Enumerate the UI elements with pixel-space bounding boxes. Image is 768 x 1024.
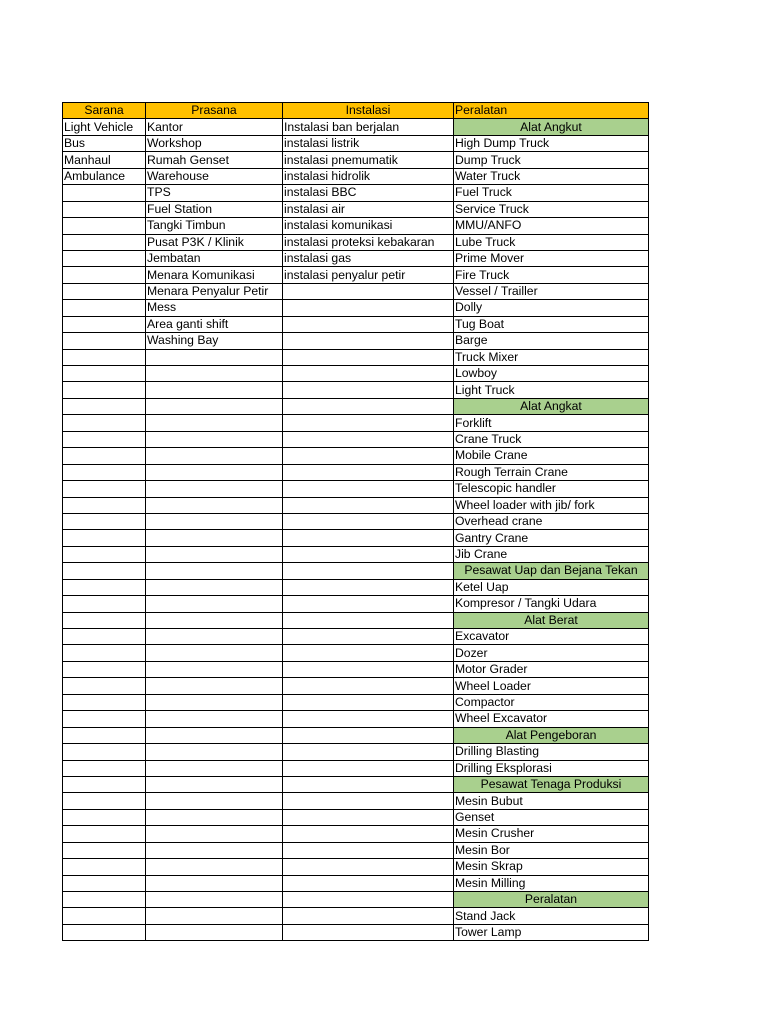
prasana-cell: Fuel Station	[146, 201, 283, 217]
sarana-cell: Manhaul	[63, 152, 146, 168]
prasana-cell	[146, 760, 283, 776]
peralatan-cell: Dozer	[454, 645, 649, 661]
prasana-cell	[146, 563, 283, 579]
prasana-cell	[146, 448, 283, 464]
instalasi-cell	[283, 908, 454, 924]
prasana-cell	[146, 842, 283, 858]
prasana-cell	[146, 661, 283, 677]
prasana-cell	[146, 629, 283, 645]
header-instalasi: Instalasi	[283, 103, 454, 119]
prasana-cell	[146, 366, 283, 382]
prasana-cell	[146, 431, 283, 447]
header-peralatan: Peralatan	[454, 103, 649, 119]
prasana-cell	[146, 826, 283, 842]
prasana-cell	[146, 513, 283, 529]
instalasi-cell	[283, 300, 454, 316]
prasana-cell	[146, 678, 283, 694]
table-row	[63, 382, 649, 398]
table-row	[63, 793, 649, 809]
table-row	[63, 875, 649, 891]
instalasi-cell: instalasi gas	[283, 250, 454, 266]
table-row	[63, 661, 649, 677]
sarana-cell	[63, 924, 146, 940]
peralatan-cell: Ketel Uap	[454, 579, 649, 595]
peralatan-cell: Stand Jack	[454, 908, 649, 924]
peralatan-cell: Compactor	[454, 694, 649, 710]
table-row	[63, 563, 649, 579]
table-row	[63, 201, 649, 217]
peralatan-cell: Prime Mover	[454, 250, 649, 266]
sarana-cell	[63, 776, 146, 792]
table-row	[63, 744, 649, 760]
table-row	[63, 316, 649, 332]
sarana-cell	[63, 464, 146, 480]
instalasi-cell	[283, 596, 454, 612]
table-row	[63, 694, 649, 710]
instalasi-cell	[283, 579, 454, 595]
sarana-cell	[63, 349, 146, 365]
sarana-cell	[63, 267, 146, 283]
instalasi-cell: Instalasi ban berjalan	[283, 119, 454, 135]
table-row	[63, 612, 649, 628]
instalasi-cell	[283, 366, 454, 382]
prasana-cell	[146, 875, 283, 891]
table-row	[63, 448, 649, 464]
table-row	[63, 760, 649, 776]
sarana-cell	[63, 546, 146, 562]
table-row	[63, 809, 649, 825]
peralatan-cell: Crane Truck	[454, 431, 649, 447]
prasana-cell	[146, 908, 283, 924]
prasana-cell	[146, 579, 283, 595]
sarana-cell	[63, 645, 146, 661]
table-body	[63, 119, 649, 941]
sarana-cell: Light Vehicle	[63, 119, 146, 135]
instalasi-cell	[283, 875, 454, 891]
peralatan-cell: Fire Truck	[454, 267, 649, 283]
sarana-cell	[63, 185, 146, 201]
sarana-cell	[63, 809, 146, 825]
instalasi-cell	[283, 546, 454, 562]
prasana-cell	[146, 596, 283, 612]
peralatan-cell: Mesin Skrap	[454, 859, 649, 875]
sarana-cell	[63, 201, 146, 217]
peralatan-cell: MMU/ANFO	[454, 218, 649, 234]
header-sarana: Sarana	[63, 103, 146, 119]
prasana-cell: Kantor	[146, 119, 283, 135]
sarana-cell	[63, 234, 146, 250]
sarana-cell	[63, 694, 146, 710]
table-row	[63, 645, 649, 661]
instalasi-cell	[283, 711, 454, 727]
prasana-cell	[146, 398, 283, 414]
table-row	[63, 415, 649, 431]
prasana-cell	[146, 382, 283, 398]
instalasi-cell	[283, 481, 454, 497]
peralatan-cell: Wheel loader with jib/ fork	[454, 497, 649, 513]
peralatan-cell: Gantry Crane	[454, 530, 649, 546]
peralatan-cell: Fuel Truck	[454, 185, 649, 201]
sarana-cell	[63, 497, 146, 513]
sarana-cell	[63, 875, 146, 891]
table-row	[63, 283, 649, 299]
table-row	[63, 431, 649, 447]
prasana-cell: Menara Komunikasi	[146, 267, 283, 283]
prasana-cell	[146, 859, 283, 875]
prasana-cell	[146, 727, 283, 743]
instalasi-cell	[283, 892, 454, 908]
sarana-cell	[63, 448, 146, 464]
table-row	[63, 333, 649, 349]
peralatan-cell: Light Truck	[454, 382, 649, 398]
instalasi-cell	[283, 793, 454, 809]
peralatan-cell: Lowboy	[454, 366, 649, 382]
instalasi-cell	[283, 727, 454, 743]
instalasi-cell: instalasi air	[283, 201, 454, 217]
table-row	[63, 234, 649, 250]
sarana-cell	[63, 629, 146, 645]
sarana-cell	[63, 859, 146, 875]
prasana-cell: Jembatan	[146, 250, 283, 266]
header-prasana: Prasana	[146, 103, 283, 119]
prasana-cell	[146, 546, 283, 562]
table-row	[63, 267, 649, 283]
sarana-cell	[63, 366, 146, 382]
instalasi-cell	[283, 513, 454, 529]
instalasi-cell	[283, 924, 454, 940]
table-row	[63, 892, 649, 908]
instalasi-cell	[283, 464, 454, 480]
peralatan-cell: Mobile Crane	[454, 448, 649, 464]
table-row	[63, 366, 649, 382]
table-row	[63, 776, 649, 792]
table-row	[63, 152, 649, 168]
sarana-cell	[63, 793, 146, 809]
peralatan-cell: Rough Terrain Crane	[454, 464, 649, 480]
table-row	[63, 185, 649, 201]
peralatan-category-cell: Alat Pengeboran	[454, 727, 649, 743]
peralatan-cell: Dolly	[454, 300, 649, 316]
table-row	[63, 924, 649, 940]
prasana-cell	[146, 481, 283, 497]
prasana-cell	[146, 892, 283, 908]
table-row	[63, 300, 649, 316]
instalasi-cell	[283, 563, 454, 579]
table-row	[63, 908, 649, 924]
peralatan-cell: Motor Grader	[454, 661, 649, 677]
peralatan-category-cell: Alat Angkat	[454, 398, 649, 414]
sarana-cell	[63, 415, 146, 431]
table-row	[63, 497, 649, 513]
table-row	[63, 711, 649, 727]
instalasi-cell	[283, 744, 454, 760]
peralatan-cell: Telescopic handler	[454, 481, 649, 497]
table-row	[63, 481, 649, 497]
sarana-cell	[63, 333, 146, 349]
prasana-cell	[146, 464, 283, 480]
prasana-cell: Area ganti shift	[146, 316, 283, 332]
prasana-cell	[146, 744, 283, 760]
sarana-cell	[63, 826, 146, 842]
sarana-cell	[63, 283, 146, 299]
instalasi-cell	[283, 645, 454, 661]
sarana-cell	[63, 300, 146, 316]
instalasi-cell	[283, 859, 454, 875]
table-row	[63, 826, 649, 842]
sarana-cell	[63, 530, 146, 546]
prasana-cell	[146, 645, 283, 661]
peralatan-cell: Forklift	[454, 415, 649, 431]
prasana-cell	[146, 694, 283, 710]
prasana-cell	[146, 530, 283, 546]
table-row	[63, 859, 649, 875]
prasana-cell: TPS	[146, 185, 283, 201]
prasana-cell	[146, 793, 283, 809]
peralatan-category-cell: Alat Angkut	[454, 119, 649, 135]
table-row	[63, 727, 649, 743]
instalasi-cell	[283, 842, 454, 858]
table-row	[63, 135, 649, 151]
table-row	[63, 530, 649, 546]
peralatan-cell: Mesin Bubut	[454, 793, 649, 809]
peralatan-cell: Barge	[454, 333, 649, 349]
instalasi-cell	[283, 497, 454, 513]
prasana-cell: Pusat P3K / Klinik	[146, 234, 283, 250]
sarana-cell	[63, 612, 146, 628]
peralatan-category-cell: Pesawat Tenaga Produksi	[454, 776, 649, 792]
prasana-cell: Rumah Genset	[146, 152, 283, 168]
instalasi-cell: instalasi proteksi kebakaran	[283, 234, 454, 250]
sarana-cell	[63, 842, 146, 858]
peralatan-cell: Vessel / Trailler	[454, 283, 649, 299]
sarana-cell	[63, 661, 146, 677]
sarana-cell	[63, 481, 146, 497]
instalasi-cell	[283, 382, 454, 398]
peralatan-cell: Overhead crane	[454, 513, 649, 529]
sarana-cell	[63, 727, 146, 743]
table-row	[63, 218, 649, 234]
peralatan-cell: Mesin Bor	[454, 842, 649, 858]
instalasi-cell	[283, 333, 454, 349]
prasana-cell: Workshop	[146, 135, 283, 151]
instalasi-cell	[283, 448, 454, 464]
instalasi-cell: instalasi BBC	[283, 185, 454, 201]
peralatan-cell: High Dump Truck	[454, 135, 649, 151]
instalasi-cell	[283, 283, 454, 299]
peralatan-cell: Jib Crane	[454, 546, 649, 562]
sarana-cell	[63, 892, 146, 908]
instalasi-cell: instalasi hidrolik	[283, 168, 454, 184]
table-row	[63, 546, 649, 562]
sarana-cell	[63, 563, 146, 579]
instalasi-cell	[283, 530, 454, 546]
header-row	[63, 103, 649, 119]
instalasi-cell: instalasi listrik	[283, 135, 454, 151]
peralatan-cell: Drilling Eksplorasi	[454, 760, 649, 776]
prasana-cell	[146, 809, 283, 825]
table-row	[63, 464, 649, 480]
instalasi-cell	[283, 760, 454, 776]
sarana-cell	[63, 678, 146, 694]
sarana-cell: Bus	[63, 135, 146, 151]
table-row	[63, 119, 649, 135]
table-row	[63, 398, 649, 414]
sarana-cell: Ambulance	[63, 168, 146, 184]
prasana-cell: Menara Penyalur Petir	[146, 283, 283, 299]
prasana-cell: Mess	[146, 300, 283, 316]
equipment-table	[62, 102, 649, 941]
peralatan-cell: Kompresor / Tangki Udara	[454, 596, 649, 612]
peralatan-cell: Service Truck	[454, 201, 649, 217]
instalasi-cell	[283, 694, 454, 710]
prasana-cell: Warehouse	[146, 168, 283, 184]
sarana-cell	[63, 908, 146, 924]
instalasi-cell	[283, 678, 454, 694]
peralatan-cell: Mesin Crusher	[454, 826, 649, 842]
table-row	[63, 513, 649, 529]
sarana-cell	[63, 711, 146, 727]
table-row	[63, 678, 649, 694]
instalasi-cell	[283, 629, 454, 645]
table-row	[63, 596, 649, 612]
table-row	[63, 349, 649, 365]
table-row	[63, 168, 649, 184]
peralatan-cell: Genset	[454, 809, 649, 825]
peralatan-cell: Wheel Excavator	[454, 711, 649, 727]
sarana-cell	[63, 513, 146, 529]
instalasi-cell	[283, 826, 454, 842]
instalasi-cell: instalasi komunikasi	[283, 218, 454, 234]
prasana-cell	[146, 415, 283, 431]
sarana-cell	[63, 398, 146, 414]
sarana-cell	[63, 250, 146, 266]
peralatan-cell: Truck Mixer	[454, 349, 649, 365]
peralatan-category-cell: Alat Berat	[454, 612, 649, 628]
prasana-cell: Washing Bay	[146, 333, 283, 349]
sarana-cell	[63, 579, 146, 595]
peralatan-category-cell: Pesawat Uap dan Bejana Tekan	[454, 563, 649, 579]
instalasi-cell	[283, 612, 454, 628]
table-row	[63, 250, 649, 266]
instalasi-cell	[283, 809, 454, 825]
prasana-cell: Tangki Timbun	[146, 218, 283, 234]
peralatan-cell: Lube Truck	[454, 234, 649, 250]
prasana-cell	[146, 776, 283, 792]
instalasi-cell	[283, 349, 454, 365]
sarana-cell	[63, 760, 146, 776]
prasana-cell	[146, 711, 283, 727]
instalasi-cell	[283, 415, 454, 431]
instalasi-cell: instalasi penyalur petir	[283, 267, 454, 283]
table-row	[63, 629, 649, 645]
prasana-cell	[146, 349, 283, 365]
instalasi-cell	[283, 661, 454, 677]
sarana-cell	[63, 431, 146, 447]
prasana-cell	[146, 612, 283, 628]
prasana-cell	[146, 924, 283, 940]
sarana-cell	[63, 218, 146, 234]
peralatan-cell: Dump Truck	[454, 152, 649, 168]
instalasi-cell	[283, 776, 454, 792]
peralatan-cell: Mesin Milling	[454, 875, 649, 891]
prasana-cell	[146, 497, 283, 513]
peralatan-cell: Tug Boat	[454, 316, 649, 332]
peralatan-cell: Tower Lamp	[454, 924, 649, 940]
sarana-cell	[63, 316, 146, 332]
table-row	[63, 842, 649, 858]
sarana-cell	[63, 744, 146, 760]
instalasi-cell: instalasi pnemumatik	[283, 152, 454, 168]
peralatan-category-cell: Peralatan	[454, 892, 649, 908]
peralatan-cell: Excavator	[454, 629, 649, 645]
peralatan-cell: Drilling Blasting	[454, 744, 649, 760]
instalasi-cell	[283, 431, 454, 447]
peralatan-cell: Wheel Loader	[454, 678, 649, 694]
table-row	[63, 579, 649, 595]
instalasi-cell	[283, 316, 454, 332]
sarana-cell	[63, 382, 146, 398]
peralatan-cell: Water Truck	[454, 168, 649, 184]
sarana-cell	[63, 596, 146, 612]
instalasi-cell	[283, 398, 454, 414]
